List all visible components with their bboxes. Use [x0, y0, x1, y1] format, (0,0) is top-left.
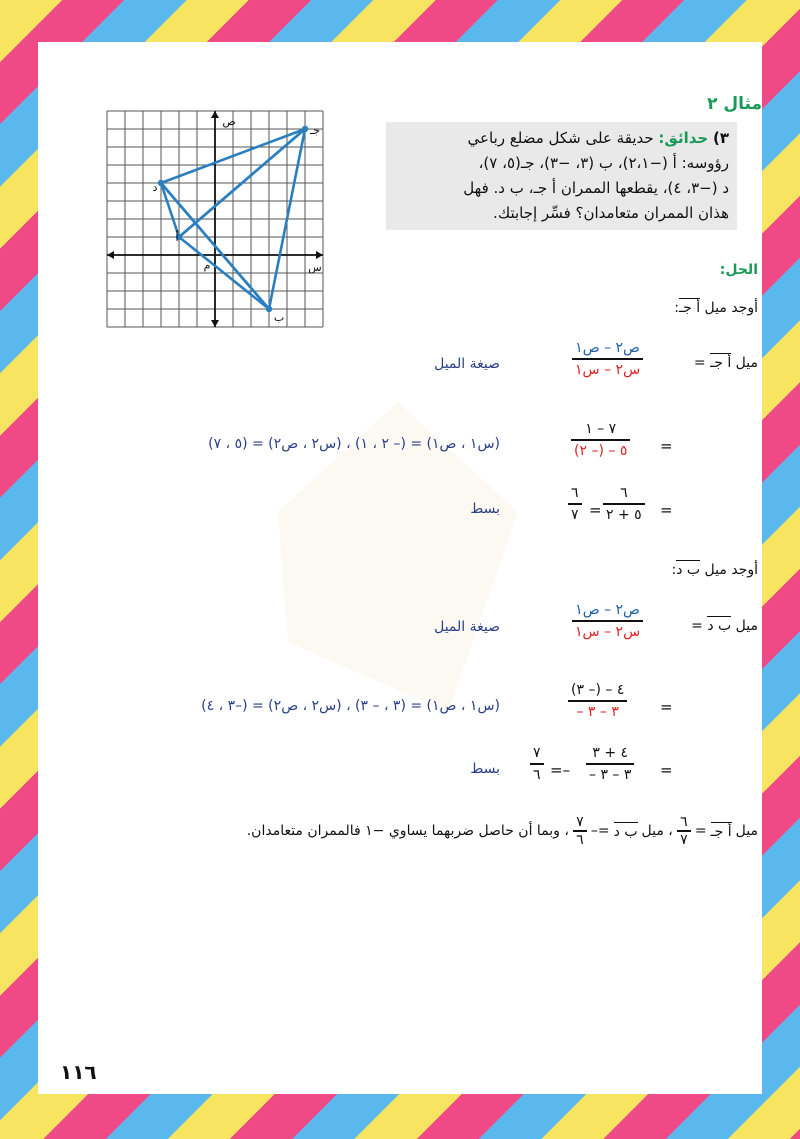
step2-slope-prefix: ميل: [735, 618, 758, 634]
problem-topic: حدائق:: [658, 129, 709, 147]
y-axis-label: ص: [222, 115, 236, 128]
problem-line4: هذان الممران متعامدان؟ فسِّر إجابتك.: [493, 204, 729, 222]
step2-formula-note: صيغة الميل: [434, 619, 500, 635]
step2-formula: [572, 602, 643, 640]
step1-result: [568, 485, 582, 523]
step1-heading-segment: أ جـ: [679, 300, 701, 316]
step2-result-num: ٧: [533, 745, 541, 761]
step2-sub-note: (س١ ، ص١) = (٣ ، – ٣) ، (س٢ ، ص٢) = (–٣ ، ٤): [201, 698, 500, 714]
step2-simp: [586, 745, 634, 783]
step2-simp-eq: =: [660, 761, 673, 779]
conclusion-part3: ، وبما أن حاصل ضربهما يساوي −١ فالممران متعامدان.: [246, 822, 569, 839]
step2-formula-num: ص٢ – ص١: [575, 602, 640, 618]
step2-sub-num: ٤ – (– ٣): [571, 682, 625, 698]
coordinate-graph: [105, 109, 325, 331]
conclusion-seg1: أ جـ: [710, 823, 732, 840]
problem-line3: د (−٣، ٤)، يقطعها الممران أ جـ، ب د. فهل: [463, 179, 729, 197]
step1-simp-note: بسط: [470, 501, 500, 517]
step1-simp-den: ٥ + ٢: [606, 506, 642, 523]
page: [38, 42, 762, 1094]
step1-simp: [603, 485, 645, 523]
step2-result: [530, 745, 544, 783]
conclusion-num1: ٦: [680, 814, 688, 830]
step2-slope-eq: =: [691, 618, 703, 634]
vertex-label-c: جـ: [309, 124, 321, 137]
step1-sub-eq: =: [660, 437, 673, 455]
step1-simp-num: ٦: [620, 485, 628, 501]
conclusion-den1: ٧: [680, 831, 688, 848]
step1-sub-den: ٥ – (– ٢): [574, 442, 628, 459]
step1-formula-num: ص٢ – ص١: [575, 340, 640, 356]
origin-label: م: [203, 259, 211, 272]
step1-sub: [571, 421, 630, 459]
conclusion-eq2: =–: [590, 822, 610, 839]
conclusion-line: [247, 814, 758, 848]
step1-sub-note: (س١ ، ص١) = (– ٢ ، ١) ، (س٢ ، ص٢) = (٥ ، ٧): [208, 436, 500, 452]
step2-result-den: ٦: [533, 766, 541, 783]
step1-slope-segment: أ جـ: [710, 355, 732, 371]
conclusion-num2: ٧: [576, 814, 584, 830]
example-title: مثال ٢: [707, 94, 762, 114]
step1-slope-label: [694, 355, 758, 371]
problem-number: ٣): [712, 129, 729, 147]
step1-formula-note: صيغة الميل: [434, 356, 500, 372]
x-axis-arrow-left: [107, 251, 114, 259]
y-axis-arrow-up: [211, 111, 219, 118]
step1-heading: [674, 300, 758, 316]
problem-box: [386, 122, 737, 230]
step2-heading-suffix: :: [671, 562, 677, 578]
step2-simp-den: – ٣ – ٣: [589, 766, 632, 783]
vertex-label-a: أ: [175, 231, 179, 244]
vertex-b: [266, 306, 272, 312]
step1-slope-prefix: ميل: [735, 355, 758, 371]
step1-result-num: ٦: [571, 485, 579, 501]
step1-heading-prefix: أوجد ميل: [700, 300, 758, 316]
vertex-c: [302, 126, 308, 132]
step2-simp-num: ٤ + ٣: [592, 745, 629, 761]
step1-formula-den: س٢ – س١: [575, 361, 641, 378]
conclusion-part2: ، ميل: [641, 822, 673, 839]
vertex-label-d: د: [152, 181, 158, 194]
step2-slope-segment: ب د: [707, 618, 732, 634]
step2-simp-note: بسط: [470, 761, 500, 777]
step2-sub-eq: =: [660, 698, 673, 716]
step2-formula-den: س٢ – س١: [575, 623, 641, 640]
conclusion-den2: ٦: [576, 831, 584, 848]
step1-heading-suffix: :: [674, 300, 679, 316]
page-number: ١١٦: [60, 1060, 97, 1084]
problem-line2: رؤوسه: أ (−٢،١)، ب (٣، −٣)، جـ(٥، ٧)،: [478, 154, 729, 172]
step2-heading: [672, 562, 758, 578]
vertex-d: [158, 180, 164, 186]
step2-result-eq: =–: [550, 761, 571, 779]
step1-slope-eq: =: [693, 355, 706, 371]
conclusion-seg2: ب د: [613, 823, 638, 840]
step2-result-sign: –: [562, 761, 571, 779]
step2-sub-den: – ٣ – ٣: [576, 703, 619, 720]
problem-line1: حديقة على شكل مضلع رباعي: [467, 129, 654, 147]
vertex-label-b: ب: [273, 311, 285, 324]
step1-result-eq: =: [589, 501, 602, 519]
conclusion-frac2: [573, 814, 587, 848]
y-axis-arrow-down: [211, 320, 219, 327]
step1-simp-eq: =: [660, 501, 673, 519]
step1-result-den: ٧: [571, 506, 579, 523]
step2-heading-segment: ب د: [676, 562, 701, 578]
solution-label: الحل:: [719, 262, 758, 278]
conclusion-frac1: [677, 814, 691, 848]
step1-sub-num: ٧ – ١: [585, 421, 617, 437]
x-axis-label: س: [308, 261, 322, 274]
x-axis-arrow-right: [316, 251, 323, 259]
conclusion-part1: ميل: [735, 822, 758, 839]
step2-heading-prefix: أوجد ميل: [700, 562, 758, 578]
step2-sub: [568, 682, 627, 720]
step2-slope-label: [691, 618, 758, 634]
conclusion-eq1: =: [694, 822, 707, 839]
step1-formula: [572, 340, 643, 378]
